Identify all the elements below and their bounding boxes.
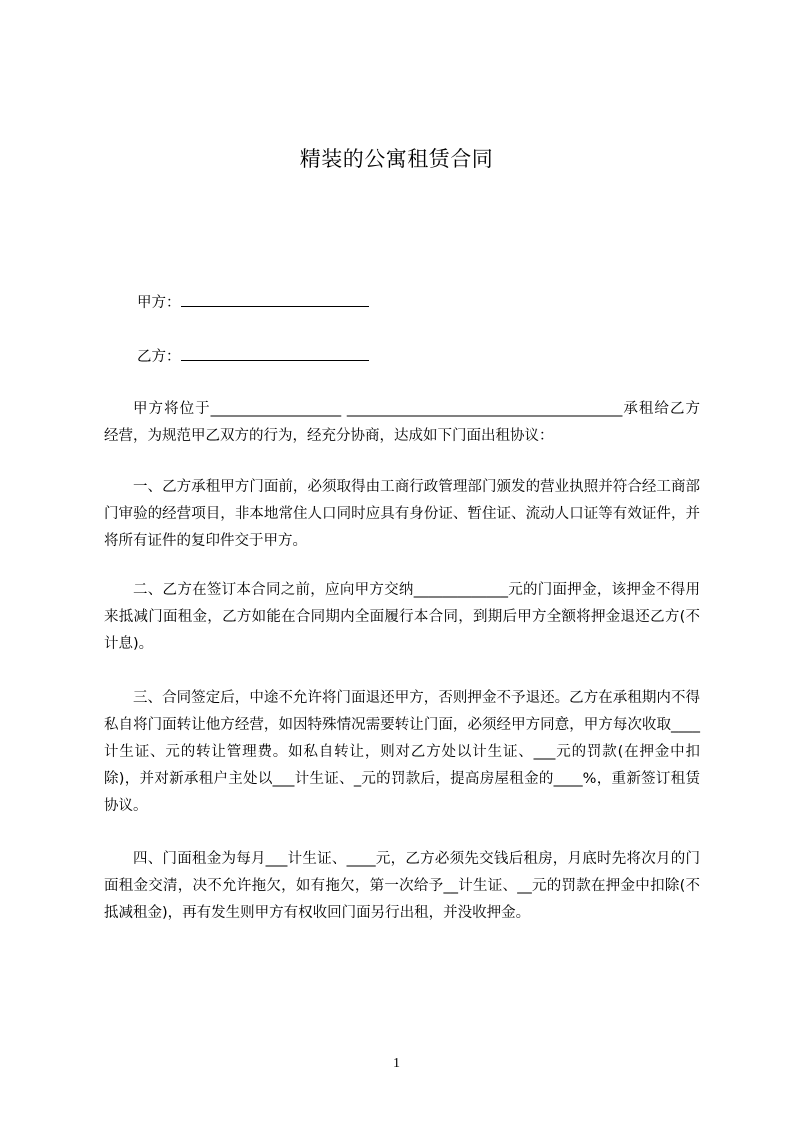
party-a-line	[137, 292, 369, 312]
party-a-blank	[181, 292, 369, 307]
page-number: 1	[393, 1056, 400, 1071]
clause-4-paragraph: 四、门面租金为每月___计生证、____元，乙方必须先交钱后租房，月底时先将次月的门面租金交清，决不允许拖欠，如有拖欠，第一次给予__计生证、__元的罚款在押金中扣除(不抵减租金)，再有发生则甲方有权收回门面另行出租，并没收押金。	[104, 851, 700, 921]
clause-1-paragraph: 一、乙方承租甲方门面前，必须取得由工商行政管理部门颁发的营业执照并符合经工商部门审验的经营项目，非本地常住人口同时应具有身份证、暂住证、流动人口证等有效证件，并将所有证件的复印件交于甲方。	[104, 479, 700, 549]
party-b-line	[137, 346, 369, 366]
document-title: 精装的公寓租赁合同	[299, 147, 494, 171]
party-b-label: 乙方：	[137, 349, 181, 365]
intro-paragraph: 甲方将位于__________________ ______________________________________承租给乙方经营，为规范甲乙双方的行为，经充分协商，达成如下门面出租协议：	[104, 401, 700, 444]
clause-2-paragraph: 二、乙方在签订本合同之前，应向甲方交纳_____________元的门面押金，该押金不得用来抵减门面租金，乙方如能在合同期内全面履行本合同，到期后甲方全额将押金退还乙方(不计息)。	[104, 582, 700, 652]
clause-3-paragraph: 三、合同签定后，中途不允许将门面退还甲方，否则押金不予退还。乙方在承租期内不得私自将门面转让他方经营，如因特殊情况需要转让门面，必须经甲方同意，甲方每次收取____计生证、元的转让管理费。如私自转让，则对乙方处以计生证、___元的罚款(在押金中扣除)，并对新承租户主处以___计生证、_元的罚款后，提高房屋租金的____%，重新签订租赁协议。	[104, 690, 700, 814]
party-b-blank	[181, 346, 369, 361]
party-a-label: 甲方：	[137, 295, 181, 311]
